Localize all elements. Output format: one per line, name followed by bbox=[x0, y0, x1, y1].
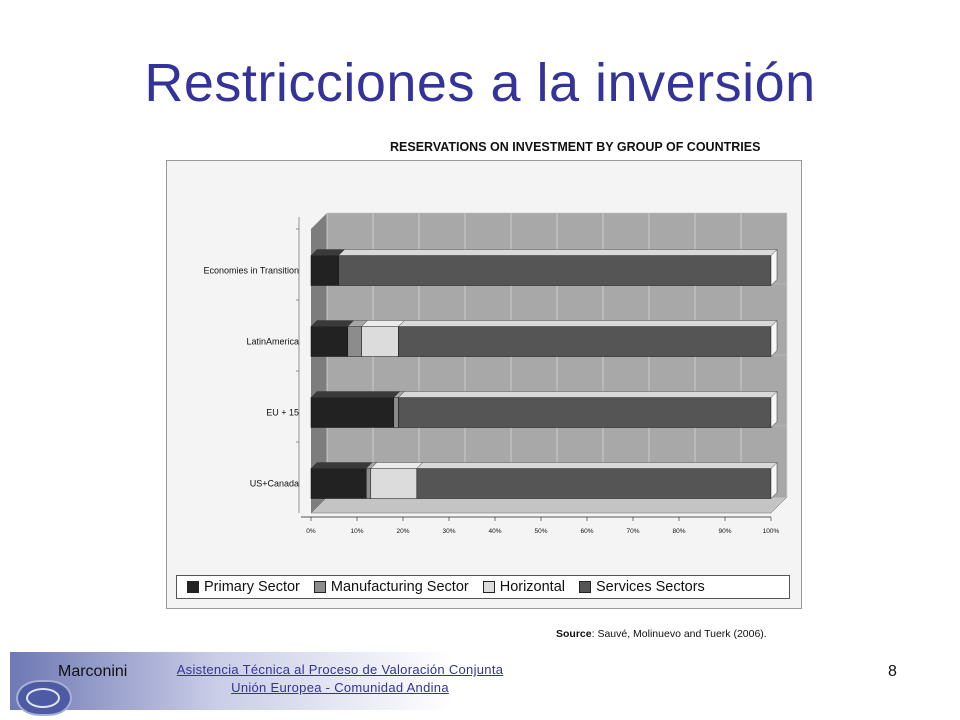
bar-manufacturing bbox=[394, 398, 399, 428]
x-tick-label: 20% bbox=[396, 528, 410, 535]
x-tick-label: 100% bbox=[762, 528, 780, 535]
x-tick-label: 30% bbox=[442, 528, 456, 535]
bar-services bbox=[398, 398, 771, 428]
legend-label-primary: Primary Sector bbox=[204, 579, 300, 595]
source-label: Source bbox=[556, 628, 592, 640]
logo-icon bbox=[16, 680, 72, 716]
bar-manufacturing bbox=[366, 469, 371, 499]
bar-top-services bbox=[398, 321, 777, 327]
x-tick-label: 40% bbox=[488, 528, 502, 535]
source-text: : Sauvé, Molinuevo and Tuerk (2006). bbox=[591, 628, 767, 640]
legend-item-services bbox=[579, 579, 705, 595]
bar-end-cap bbox=[771, 463, 777, 499]
bar-primary bbox=[311, 469, 366, 499]
bar-primary bbox=[311, 327, 348, 357]
x-tick-label: 50% bbox=[534, 528, 548, 535]
legend-label-services: Services Sectors bbox=[596, 579, 705, 595]
bar-services bbox=[417, 469, 771, 499]
footer-author: Marconini bbox=[58, 663, 128, 680]
chart-legend bbox=[176, 575, 790, 599]
bar-manufacturing bbox=[348, 327, 362, 357]
category-label: LatinAmerica bbox=[246, 336, 299, 347]
bar-top-services bbox=[417, 463, 777, 469]
bar-top-primary bbox=[311, 463, 372, 469]
bar-primary bbox=[311, 398, 394, 428]
x-tick-label: 10% bbox=[350, 528, 364, 535]
bar-top-horizontal bbox=[371, 463, 423, 469]
bar-top-primary bbox=[311, 392, 400, 398]
slide-title: Restricciones a la inversión bbox=[144, 53, 816, 113]
footer-link-line2[interactable]: Unión Europea - Comunidad Andina bbox=[231, 680, 449, 695]
category-label: Economies in Transition bbox=[203, 265, 299, 276]
bar-horizontal bbox=[362, 327, 399, 357]
legend-item-manufacturing bbox=[314, 579, 469, 595]
bar-top-services bbox=[398, 392, 777, 398]
bar-services bbox=[339, 256, 771, 286]
bar-primary bbox=[311, 256, 339, 286]
bar-end-cap bbox=[771, 321, 777, 357]
chart-title: RESERVATIONS ON INVESTMENT BY GROUP OF COUNTRIES bbox=[390, 140, 761, 154]
plot-floor bbox=[311, 497, 787, 513]
bar-services bbox=[398, 327, 771, 357]
x-tick-label: 0% bbox=[306, 528, 316, 535]
legend-swatch-manufacturing bbox=[314, 581, 326, 593]
bar-end-cap bbox=[771, 250, 777, 286]
bar-top-services bbox=[339, 250, 777, 256]
legend-item-horizontal bbox=[483, 579, 565, 595]
legend-label-manufacturing: Manufacturing Sector bbox=[330, 579, 469, 595]
legend-label-horizontal: Horizontal bbox=[499, 579, 565, 595]
x-tick-label: 80% bbox=[672, 528, 686, 535]
x-tick-label: 70% bbox=[626, 528, 640, 535]
bar-horizontal bbox=[371, 469, 417, 499]
slide-number: 8 bbox=[888, 663, 897, 680]
category-label: EU + 15 bbox=[266, 407, 299, 418]
category-label: US+Canada bbox=[249, 478, 299, 489]
legend-swatch-horizontal bbox=[483, 581, 495, 593]
footer-link-line1[interactable]: Asistencia Técnica al Proceso de Valoración Conjunta bbox=[176, 662, 504, 677]
legend-item-primary bbox=[187, 579, 300, 595]
legend-swatch-services bbox=[579, 581, 591, 593]
chart-plot bbox=[167, 161, 801, 608]
bar-end-cap bbox=[771, 392, 777, 428]
chart-frame bbox=[166, 160, 802, 609]
x-tick-label: 90% bbox=[718, 528, 732, 535]
bar-top-horizontal bbox=[362, 321, 405, 327]
chart-source bbox=[556, 628, 767, 640]
legend-swatch-primary bbox=[187, 581, 199, 593]
x-tick-label: 60% bbox=[580, 528, 594, 535]
bar-top-primary bbox=[311, 321, 354, 327]
